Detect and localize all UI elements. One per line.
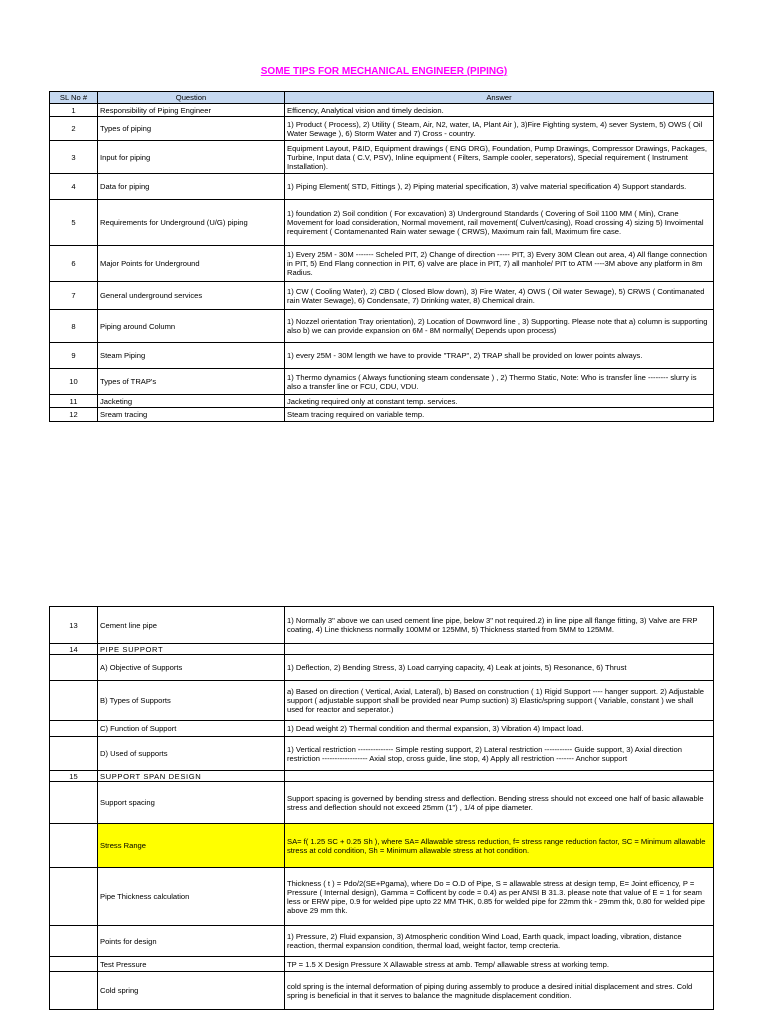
answer-cell: 1) every 25M - 30M length we have to provide "TRAP", 2) TRAP shall be provided on lower points always. [285,343,714,369]
table-row [50,282,714,310]
question-cell: PIPE SUPPORT [98,644,285,655]
table-header-row [50,92,714,104]
question-cell: Data for piping [98,174,285,200]
question-cell: Types of piping [98,117,285,141]
question-cell: Cold spring [98,972,285,1010]
answer-cell: 1) Product ( Process), 2) Utility ( Steam, Air, N2, water, IA, Plant Air ), 3)Fire Fighting system, 4) sever System, 5) OWS ( Oil Water Sewage ), 6) Storm Water and 7) Cross - country. [285,117,714,141]
answer-cell [285,771,714,782]
question-cell: A) Objective of Supports [98,655,285,681]
sl-cell: 9 [50,343,98,369]
sl-cell [50,972,98,1010]
question-cell: Test Pressure [98,957,285,972]
answer-cell: Equipment Layout, P&ID, Equipment drawings ( ENG DRG), Foundation, Pump Drawings, Compressor Drawings, Packages, Turbine, Input data ( C.V, PSV), Inline equipment ( Filters, Sample cooler, seperators), Special requirement ( Instrument Installation). [285,141,714,174]
table-row [50,117,714,141]
answer-cell: TP = 1.5 X Design Pressure X Allawable stress at amb. Temp/ allawable stress at working temp. [285,957,714,972]
table-row [50,644,714,655]
question-cell: D) Used of supports [98,737,285,771]
table-row [50,926,714,957]
sl-cell [50,721,98,737]
question-cell: C) Function of Support [98,721,285,737]
sl-cell: 3 [50,141,98,174]
sl-cell: 14 [50,644,98,655]
answer-cell: 1) foundation 2) Soil condition ( For excavation) 3) Underground Standards ( Covering of Soil 1100 MM ( Min), Crane Movement for load consideration, Normal movement, rail movement( Culvert/casing), Road crossing 4) sizing 5) Invoimental requirement ( Contamenanted Rain water sewage ( CRWS), Maximum rain fall, Maximum fire case. [285,200,714,246]
piping-tips-table-2 [49,606,714,1010]
sl-cell: 7 [50,282,98,310]
answer-cell: 1) Dead weight 2) Thermal condition and thermal expansion, 3) Vibration 4) Impact load. [285,721,714,737]
question-cell: Stress Range [98,824,285,868]
sl-cell: 12 [50,408,98,422]
table-row [50,408,714,422]
answer-cell: 1) Pressure, 2) Fluid expansion, 3) Atmospheric condition Wind Load, Earth quack, impact loading, vibration, distance reaction, thermal expansion condition, thermal load, weight factor, temp crecteria. [285,926,714,957]
sl-cell: 10 [50,369,98,395]
table-row [50,343,714,369]
table-row [50,200,714,246]
sl-cell: 1 [50,104,98,117]
question-cell: SUPPORT SPAN DESIGN [98,771,285,782]
answer-cell: 1) Every 25M - 30M ------- Scheled PIT, 2) Change of direction ----- PIT, 3) Every 30M Clean out area, 4) All flange connection in PIT, 5) End Flang connection in PIT, 6) valve are place in PIT, 7) all manhole/ PIT to ATM ----3M above any platform in 8m Radius. [285,246,714,282]
table-row [50,174,714,200]
table-row [50,868,714,926]
answer-cell: 1) Thermo dynamics ( Always functioning steam condensate ) , 2) Thermo Static, Note: Who is transfer line -------- slurry is also a transfer line or FCU, CDU, VDU. [285,369,714,395]
sl-cell: 6 [50,246,98,282]
table-row [50,104,714,117]
sl-cell [50,681,98,721]
question-cell: Responsibility of Piping Engineer [98,104,285,117]
table-row [50,681,714,721]
table-row [50,957,714,972]
answer-cell: a) Based on direction ( Vertical, Axial, Lateral), b) Based on construction ( 1) Rigid Support ---- hanger support. 2) Adjustable support ( adjustable support shall be provided near Pump suction) 3) Elastic/spring support ( Variable, constant ) we shall used for reactor and seperator.) [285,681,714,721]
answer-cell: 1) Nozzel orientation Tray orientation), 2) Location of Downword line , 3) Supporting. Please note that a) column is supporting also b) we can provide expansion on 6M - 8M normally( Depends upon process) [285,310,714,343]
table-row [50,395,714,408]
question-cell: Jacketing [98,395,285,408]
sl-cell [50,868,98,926]
sl-cell [50,824,98,868]
table-row [50,246,714,282]
table-row [50,771,714,782]
sl-cell [50,782,98,824]
page-title: SOME TIPS FOR MECHANICAL ENGINEER (PIPING) [260,66,508,77]
answer-cell: Support spacing is governed by bending stress and deflection. Bending stress should not exceed one half of basic allawable stress and deflection should not exceed 25mm (1") , 1/4 of pipe diameter. [285,782,714,824]
table-row [50,141,714,174]
answer-cell: Efficency, Analytical vision and timely decision. [285,104,714,117]
table-row [50,655,714,681]
sl-cell [50,737,98,771]
question-cell: General underground services [98,282,285,310]
table-row [50,369,714,395]
sl-cell: 4 [50,174,98,200]
sl-cell: 11 [50,395,98,408]
sl-cell: 2 [50,117,98,141]
table-row [50,310,714,343]
sl-cell: 15 [50,771,98,782]
question-cell: Cement line pipe [98,607,285,644]
answer-cell: 1) Deflection, 2) Bending Stress, 3) Load carrying capacity, 4) Leak at joints, 5) Resonance, 6) Thrust [285,655,714,681]
answer-cell: Jacketing required only at constant temp. services. [285,395,714,408]
question-cell: Requirements for Underground (U/G) piping [98,200,285,246]
answer-cell: 1) CW ( Cooling Water), 2) CBD ( Closed Blow down), 3) Fire Water, 4) OWS ( Oil water Sewage), 5) CRWS ( Contimanated rain Water Sewage), 6) Condensate, 7) Drinking water, 8) Chemical drain. [285,282,714,310]
header-sl: SL No # [50,92,98,104]
piping-tips-table-1 [49,91,714,422]
question-cell: B) Types of Supports [98,681,285,721]
answer-cell: Steam tracing required on variable temp. [285,408,714,422]
table-row [50,972,714,1010]
table-row [50,824,714,868]
answer-cell: SA= f( 1.25 SC + 0.25 Sh ), where SA= Allawable stress reduction, f= stress range reduction factor, SC = Minimum allawable stress at cold condition, Sh = Minimum allawable stress at hot condition. [285,824,714,868]
answer-cell [285,644,714,655]
sl-cell: 5 [50,200,98,246]
question-cell: Types of TRAP's [98,369,285,395]
question-cell: Points for design [98,926,285,957]
answer-cell: 1) Piping Element( STD, Fittings ), 2) Piping material specification, 3) valve material specification 4) Support standards. [285,174,714,200]
table-row [50,607,714,644]
table-row [50,721,714,737]
table-row [50,737,714,771]
question-cell: Major Points for Underground [98,246,285,282]
sl-cell [50,957,98,972]
header-question: Question [98,92,285,104]
sl-cell: 13 [50,607,98,644]
sl-cell: 8 [50,310,98,343]
sl-cell [50,926,98,957]
question-cell: Input for piping [98,141,285,174]
sl-cell [50,655,98,681]
header-answer: Answer [285,92,714,104]
answer-cell: Thickness ( t ) = Pdo/2(SE+Pgama), where Do = O.D of Pipe, S = allawable stress at design temp, E= Joint efficency, P = Pressure ( Internal design), Gamma = Cofficent by code = 0.4) as per ANSI B 31.3. please note that value of E = 1 for seam less or ERW pipe, 0.9 for welded pipe upto 22 MM THK, 0.85 for welded pipe for 22mm thk - 29mm thk, 0.80 for welded pipe above 29 mm thk. [285,868,714,926]
answer-cell: 1) Vertical restriction -------------- Simple resting support, 2) Lateral restriction ----------- Guide support, 3) Axial direction restriction ------------------ Axial stop, cross guide, line stop, 4) Apply all restriction ------- Anchor support [285,737,714,771]
answer-cell: 1) Normally 3" above we can used cement line pipe, below 3" not required.2) in line pipe all flange fitting, 3) Valve are FRP coating, 4) Line thickness normally 100MM or 125MM, 5) Thickness started from 5MM to 125MM. [285,607,714,644]
question-cell: Pipe Thickness calculation [98,868,285,926]
answer-cell: cold spring is the internal deformation of piping during assembly to produce a desired initial displacement and stres. Cold spring is beneficial in that it serves to balance the magnitude displacement condition. [285,972,714,1010]
question-cell: Support spacing [98,782,285,824]
question-cell: Steam Piping [98,343,285,369]
question-cell: Sream tracing [98,408,285,422]
question-cell: Piping around Column [98,310,285,343]
table-row [50,782,714,824]
